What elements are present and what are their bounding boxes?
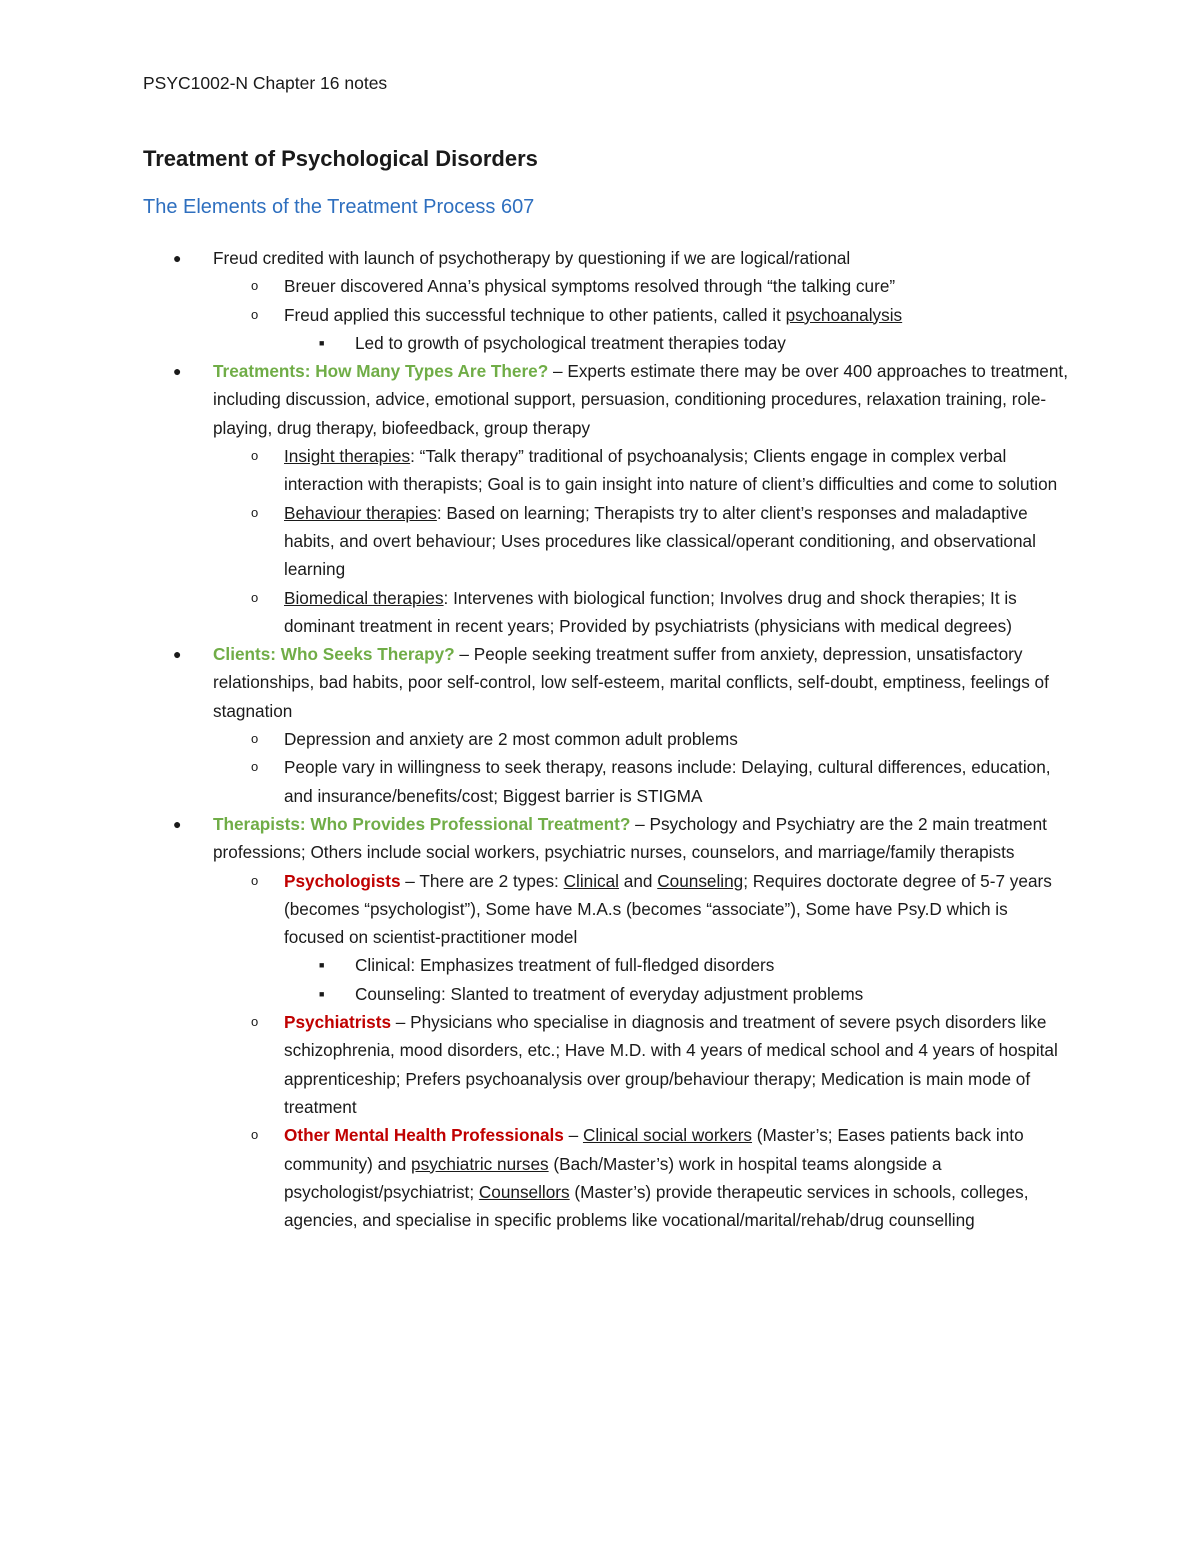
item-text: (Master’s) provide therapeutic services in schools, colleges, agencies, and specialise in specific problems like vocational/marital/rehab/drug counselling [284,1181,1029,1231]
item-text: Clinical: Emphasizes treatment of full-fledged disorders [355,955,775,976]
sub-list-item [251,499,1068,584]
item-text: – People seeking treatment suffer from anxiety, depression, unsatisfactory relationships, bad habits, poor self-control, low self-esteem, marital conflicts, self-doubt, emptiness, feelings of stagnation [213,644,1049,721]
term-psychoanalysis: psychoanalysis [785,304,903,325]
term-biomedical-therapies: Biomedical therapies [284,587,444,608]
sub-list [213,725,1068,810]
item-text: – Experts estimate there may be over 400 approaches to treatment, including discussion, advice, emotional support, persuasion, conditioning procedures, relaxation training, role-playing, drug therapy, biofeedback, group therapy [213,361,1068,438]
square-marker: ■ [319,337,325,348]
circle-marker: o [251,1014,259,1030]
term-psychiatric-nurses: psychiatric nurses [411,1153,549,1174]
item-text: Depression and anxiety are 2 most common adult problems [284,729,738,750]
term-counsellors: Counsellors [478,1181,570,1202]
sub-list-item [251,301,1068,358]
item-text: ; Requires doctorate degree of 5-7 years (becomes “psychologist”), Some have M.A.s (becomes “associate”), Some have Psy.D which is focused on scientist-practitioner model [284,870,1052,948]
list-item [143,357,1068,640]
item-text: : “Talk therapy” traditional of psychoanalysis; Clients engage in complex verbal interaction with therapists; Goal is to gain insight into nature of client’s difficulties and come to solution [284,446,1058,495]
item-text: Led to growth of psychological treatment therapies today [355,332,786,353]
sub-list-item [251,442,1068,499]
item-text: Breuer discovered Anna’s physical symptoms resolved through “the talking cure” [284,276,896,297]
sub-list-item [251,1121,1068,1234]
square-marker: ■ [319,988,325,999]
circle-marker: o [251,589,259,605]
sub-list-item [251,867,1068,1008]
item-text: (Bach/Master’s) work in hospital teams alongside a psychologist/psychiatrist; [284,1153,942,1202]
list-item [143,244,1068,357]
term-insight-therapies: Insight therapies [284,446,411,467]
item-text: (Master’s; Eases patients back into community) and [284,1125,1024,1174]
profession-label: Psychologists [284,870,401,891]
notes-content [143,244,1068,1234]
item-text: – [563,1125,583,1146]
circle-marker: o [251,504,259,520]
sub-list [213,867,1068,1235]
topic-label: Clients: Who Seeks Therapy? [213,644,455,665]
sub-sub-list [284,951,1068,1008]
page-header: PSYC1002-N Chapter 16 notes [143,73,388,93]
item-text: : Based on learning; Therapists try to alter client’s responses and maladaptive habits, and overt behaviour; Uses procedures like classical/operant conditioning, and observational learning [284,502,1036,580]
term-counseling: Counseling [657,870,744,891]
document-title: Treatment of Psychological Disorders [143,146,538,171]
circle-marker: o [251,306,259,322]
bullet-marker: ● [173,363,182,380]
sub-list-item [251,584,1068,641]
bullet-list [143,244,1068,1234]
bullet-marker: ● [173,250,182,266]
circle-marker: o [251,448,259,464]
sub-list [213,272,1068,357]
bullet-marker: ● [173,646,182,663]
item-text: – Psychology and Psychiatry are the 2 main treatment professions; Others include social workers, psychiatric nurses, counselors, and marriage/family therapists [213,813,1047,863]
item-text: People vary in willingness to seek therapy, reasons include: Delaying, cultural differences, education, and insurance/benefits/cost; Biggest barrier is STIGMA [284,757,1051,806]
circle-marker: o [251,278,259,294]
sub-sub-list [284,329,1068,357]
item-text: Freud credited with launch of psychotherapy by questioning if we are logical/rational [213,248,851,268]
item-text: – Physicians who specialise in diagnosis and treatment of severe psych disorders like schizophrenia, mood disorders, etc.; Have M.D. with 4 years of medical school and 4 years of hospital apprenticeship; Prefers psychoanalysis over group/behaviour therapy; Medication is main mode of treatment [284,1012,1058,1117]
list-item [143,810,1068,1234]
sub-sub-list-item [319,951,1068,979]
item-text: and [619,870,658,891]
topic-label: Therapists: Who Provides Professional Treatment? [213,813,631,834]
item-text: Counseling: Slanted to treatment of everyday adjustment problems [355,983,864,1004]
square-marker: ■ [319,960,325,971]
term-clinical: Clinical [563,870,619,891]
term-clinical-social-workers: Clinical social workers [582,1125,753,1146]
term-behaviour-therapies: Behaviour therapies [284,502,437,523]
sub-list-item [251,753,1068,810]
sub-list-item [251,1008,1068,1121]
item-text: – There are 2 types: [400,870,564,891]
profession-label: Psychiatrists [284,1012,392,1033]
sub-list [213,442,1068,640]
bullet-marker: ● [173,815,182,832]
list-item [143,640,1068,810]
section-heading: The Elements of the Treatment Process 607 [143,196,535,218]
sub-sub-list-item [319,329,1068,357]
circle-marker: o [251,731,259,747]
item-text: Freud applied this successful technique to other patients, called it [284,304,786,325]
sub-list-item [251,725,1068,753]
circle-marker: o [251,1127,259,1143]
topic-label: Treatments: How Many Types Are There? [213,361,549,382]
sub-list-item [251,272,1068,300]
circle-marker: o [251,872,259,888]
profession-label: Other Mental Health Professionals [284,1125,564,1146]
item-text: : Intervenes with biological function; Involves drug and shock therapies; It is dominant treatment in recent years; Provided by psychiatrists (physicians with medical degrees) [284,587,1017,636]
sub-sub-list-item [319,980,1068,1008]
circle-marker: o [251,759,259,775]
